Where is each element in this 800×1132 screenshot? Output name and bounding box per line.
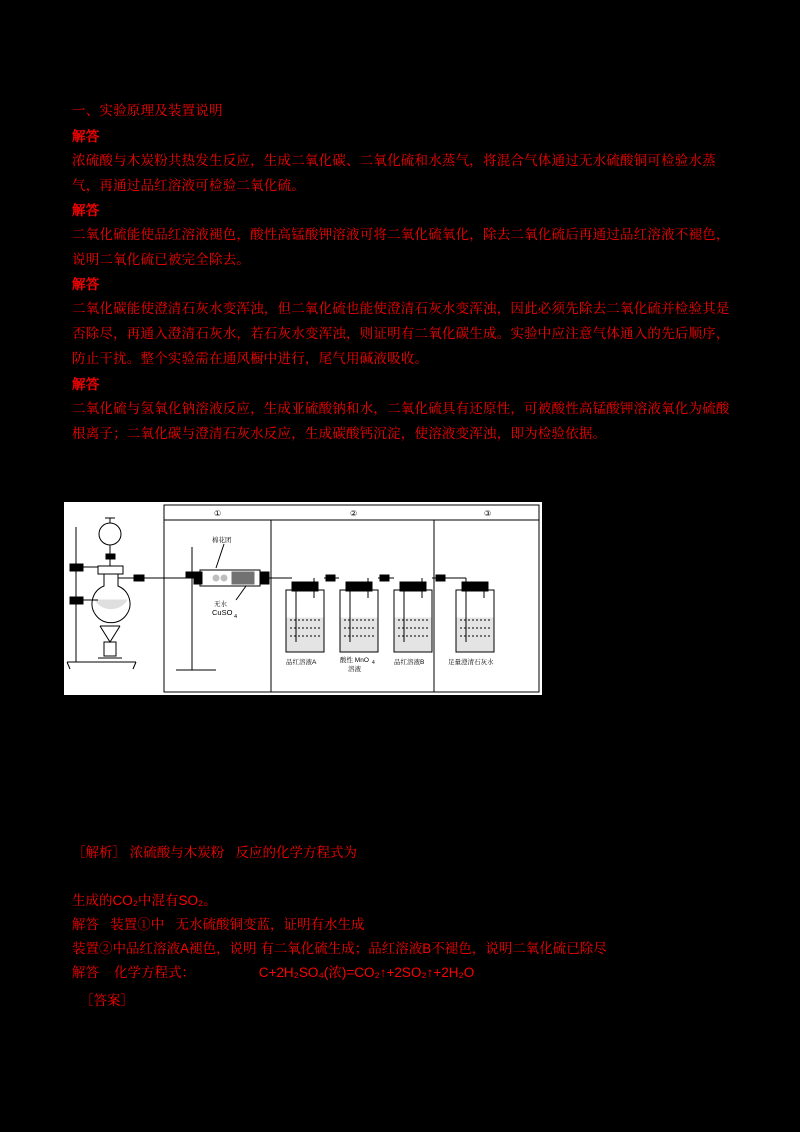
svg-text:无水: 无水 — [214, 601, 227, 608]
paragraph-5: 二氧化硫能使品红溶液褪色，酸性高锰酸钾溶液可将二氧化硫氧化，除去二氧化硫后再通过品红溶液不褪色，说明二氧化硫已被完全除去。 — [72, 227, 730, 267]
paragraph-2: 解答 — [72, 129, 100, 144]
svg-text:酸性 MnO: 酸性 MnO — [340, 657, 369, 664]
experiment-apparatus-figure — [63, 501, 543, 696]
bottom-line-5: 解答 化学方程式： C+2H₂SO₄(浓)=CO₂↑+2SO₂↑+2H₂O — [72, 965, 475, 980]
bottom-line-6: ［答案］ — [80, 993, 134, 1008]
svg-text:品红溶液B: 品红溶液B — [394, 659, 425, 666]
paragraph-7: 二氧化碳能使澄清石灰水变浑浊，但二氧化硫也能使澄清石灰水变浑浊，因此必须先除去二氧化硫并检验其是否除尽，再通入澄清石灰水，若石灰水变浑浊，则证明有二氧化碳生成。实验中应注意气体通入的先后顺序，防止干扰。整个实验需在通风橱中进行，尾气用碱液吸收。 — [72, 301, 730, 366]
svg-text:溶液: 溶液 — [348, 666, 361, 673]
paragraph-4: 解答 — [72, 203, 100, 218]
paragraph-8: 解答 — [72, 377, 100, 392]
svg-text:③: ③ — [484, 509, 492, 518]
svg-text:CuSO: CuSO — [212, 608, 233, 617]
bottom-line-3: 解答 装置①中 无水硫酸铜变蓝，证明有水生成 — [72, 917, 365, 932]
svg-text:足量澄清石灰水: 足量澄清石灰水 — [448, 659, 494, 666]
bottom-line-1: ［解析］ 浓硫酸与木炭粉 反应的化学方程式为 — [72, 845, 358, 860]
paragraph-3: 浓硫酸与木炭粉共热发生反应，生成二氧化碳、二氧化硫和水蒸气，将混合气体通过无水硫酸铜可检验水蒸气，再通过品红溶液可检验二氧化硫。 — [72, 153, 716, 193]
bottom-line-4: 装置②中品红溶液A褪色，说明 有二氧化硫生成；品红溶液B不褪色，说明二氧化硫已除尽 — [72, 941, 607, 956]
svg-text:①: ① — [214, 509, 222, 518]
svg-text:4: 4 — [372, 660, 375, 666]
paragraph-9: 二氧化硫与氢氧化钠溶液反应，生成亚硫酸钠和水，二氧化硫具有还原性，可被酸性高锰酸钾溶液氧化为硫酸根离子；二氧化碳与澄清石灰水反应，生成碳酸钙沉淀，使溶液变浑浊，即为检验依据。 — [72, 401, 730, 441]
svg-text:②: ② — [350, 509, 358, 518]
paragraph-6: 解答 — [72, 277, 100, 292]
bottom-line-2: 生成的CO₂中混有SO₂。 — [72, 893, 217, 908]
svg-text:4: 4 — [234, 614, 238, 620]
svg-text:棉花团: 棉花团 — [212, 537, 232, 544]
svg-text:品红溶液A: 品红溶液A — [286, 659, 317, 666]
paragraph-1: 一、实验原理及装置说明 — [72, 103, 223, 118]
